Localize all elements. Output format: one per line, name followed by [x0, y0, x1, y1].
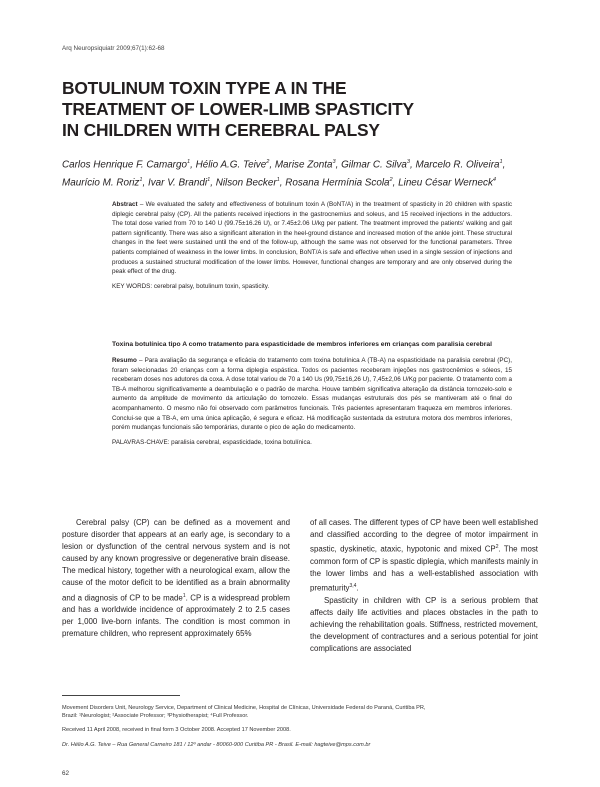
palavras-chave-label: PALAVRAS-CHAVE:	[112, 438, 170, 446]
page-number: 62	[62, 770, 70, 777]
footnote-divider	[62, 695, 180, 696]
resumo-text: – Para avaliação da segurança e eficácia do tratamento com toxina botulínica A (TB-A) na espasticidade na paralisia cerebral (PC), foram selecionadas 20 crianças com a forma diplegia espástica. Todos os pacientes receberam injeções nos gastrocnêmios e sóleos, 15 receberam doses nos adutores da coxa. A dose total variou de 70 a 140 Us (99,75±16,26 U), 7,45±2,06 U/Kg por paciente. O tratamento com a TB-A melhorou significativamente a deambulação e o padrão de marcha. Houve também significativa alteração da distância tornozelo-solo e aumento da amplitude de movimento da articulação do tornozelo. Essas mudanças estruturais dos pés se mantiveram até o final do acompanhamento. O mesmo não foi observado com parâmetros funcionais. Três pacientes apresentaram fraqueza em membros inferiores. Conclui-se que a TB-A, em uma única aplicação, é segura e eficaz. Há modificação sustentada da estrutura motora dos membros inferiores, porém mudanças funcionais são temporárias, durante o pico de ação do medicamento.	[112, 357, 513, 432]
body-paragraph: Spasticity in children with CP is a serious problem that affects daily life activities and places obstacles in the path to achieving the rehabilitation goals. Stiffness, restricted movement, the development of contractures and a serious potential for joint complications are associated	[310, 595, 538, 654]
footnotes	[62, 704, 537, 749]
author-line-1: Carlos Henrique F. Camargo$^1$, Hélio A.G. Teive$^2$, Marise Zonta$^3$, Gilmar C. Silva$^3$, Marcelo R. Oliveira$^1$,	[62, 159, 506, 171]
abstract-paragraph	[112, 200, 512, 277]
keywords-text: cerebral palsy, botulinum toxin, spasticity.	[152, 282, 270, 290]
title-line: IN CHILDREN WITH CEREBRAL PALSY	[62, 120, 380, 140]
abstract-text: – We evaluated the safety and effectiveness of botulinum toxin A (BoNT/A) in the treatment of spasticity in 20 children with spastic diplegic cerebral palsy (CP). All the patients received injections in the gastrocnemius and soleus, and 15 received injections in the adductors. The total dose varied from 70 to 140 U (99.75±16.26 U), or 7.45±2.06 U/kg per patient. The treatment improved the patients' walking and gait pattern significantly. There was also a significant alteration in the heel-ground distance and increased motion of the ankle joint. These structural changes in the feet were sustained until the end of the follow-up, although the same was not observed for the functional parameters. Three patients complained of weakness in the lower limbs. In conclusion, BoNT/A is safe and effective when used in a single session of injections and produces a sustained structural modification of the lower limbs. However, functional changes are temporary and are only observed during the peak effect of the drug.	[112, 201, 512, 276]
palavras-chave	[112, 438, 512, 448]
portuguese-abstract	[112, 340, 512, 447]
body-paragraph: Cerebral palsy (CP) can be defined as a movement and posture disorder that appears at an early age, is secondary to a lesion or dysfunction of the central nervous system and is not caused by any known progressive or degenerative brain disease. The medical history, together with a neurological exam, allow the cause of the motor deficit to be identified as a brain abnormality and a diagnosis of CP to be made$^1$. CP is a widespread problem and has a worldwide incidence of approximately 2 to 2.5 cases per 1,000 live-born infants. The condition is most common in premature children, who represent approximately 65%	[62, 518, 290, 639]
article-title	[62, 78, 522, 141]
keywords	[112, 282, 512, 292]
portuguese-title: Toxina botulínica tipo A como tratamento para espasticidade de membros inferiores em crianças com paralisia cerebral	[112, 341, 492, 348]
correspondence-address: Dr. Hélio A.G. Teive – Rua General Carneiro 181 / 12º andar - 80060-900 Curitiba PR - Brasil. E-mail: hagteive@mps.com.br	[62, 741, 371, 748]
keywords-label: KEY WORDS:	[112, 282, 153, 290]
author-line-2: Maurício M. Roriz$^1$, Ivar V. Brandi$^1$, Nilson Becker$^1$, Rosana Hermínia Scola$^2$, Lineu César Werneck$^4$	[62, 177, 497, 189]
abstract-label: Abstract	[112, 201, 138, 208]
title-line: BOTULINUM TOXIN TYPE A IN THE	[62, 78, 347, 98]
palavras-chave-text: paralisia cerebral, espasticidade, toxina botulínica.	[169, 438, 312, 446]
resumo-paragraph	[112, 356, 512, 433]
author-list	[62, 155, 557, 191]
title-line: TREATMENT OF LOWER-LIMB SPASTICITY	[62, 99, 414, 119]
right-column	[310, 517, 538, 655]
resumo-label: Resumo	[112, 357, 137, 364]
journal-reference: Arq Neuropsiquiatr 2009;67(1):62-68	[62, 45, 165, 52]
affiliation-line: Movement Disorders Unit, Neurology Service, Department of Clinical Medicine, Hospital de Clínicas, Universidade Federal do Paraná, Curitiba PR,	[62, 705, 426, 711]
body-paragraph: of all cases. The different types of CP have been well established and classified according to the degree of motor impairment in spastic, dyskinetic, ataxic, hypotonic and mixed $CP^2$. The most common form of CP is spastic diplegia, which manifests mainly in the lower limbs and has a well-established association with prematurity$^{3,4}$.	[310, 518, 538, 593]
english-abstract	[112, 200, 512, 291]
left-column	[62, 517, 290, 641]
affiliation-line: Brazil: ¹Neurologist; ²Associate Professor; ³Physiotherapist; ⁴Full Professor.	[62, 713, 249, 720]
received-dates: Received 11 April 2008, received in final form 3 October 2008. Accepted 17 November 2008.	[62, 727, 291, 734]
